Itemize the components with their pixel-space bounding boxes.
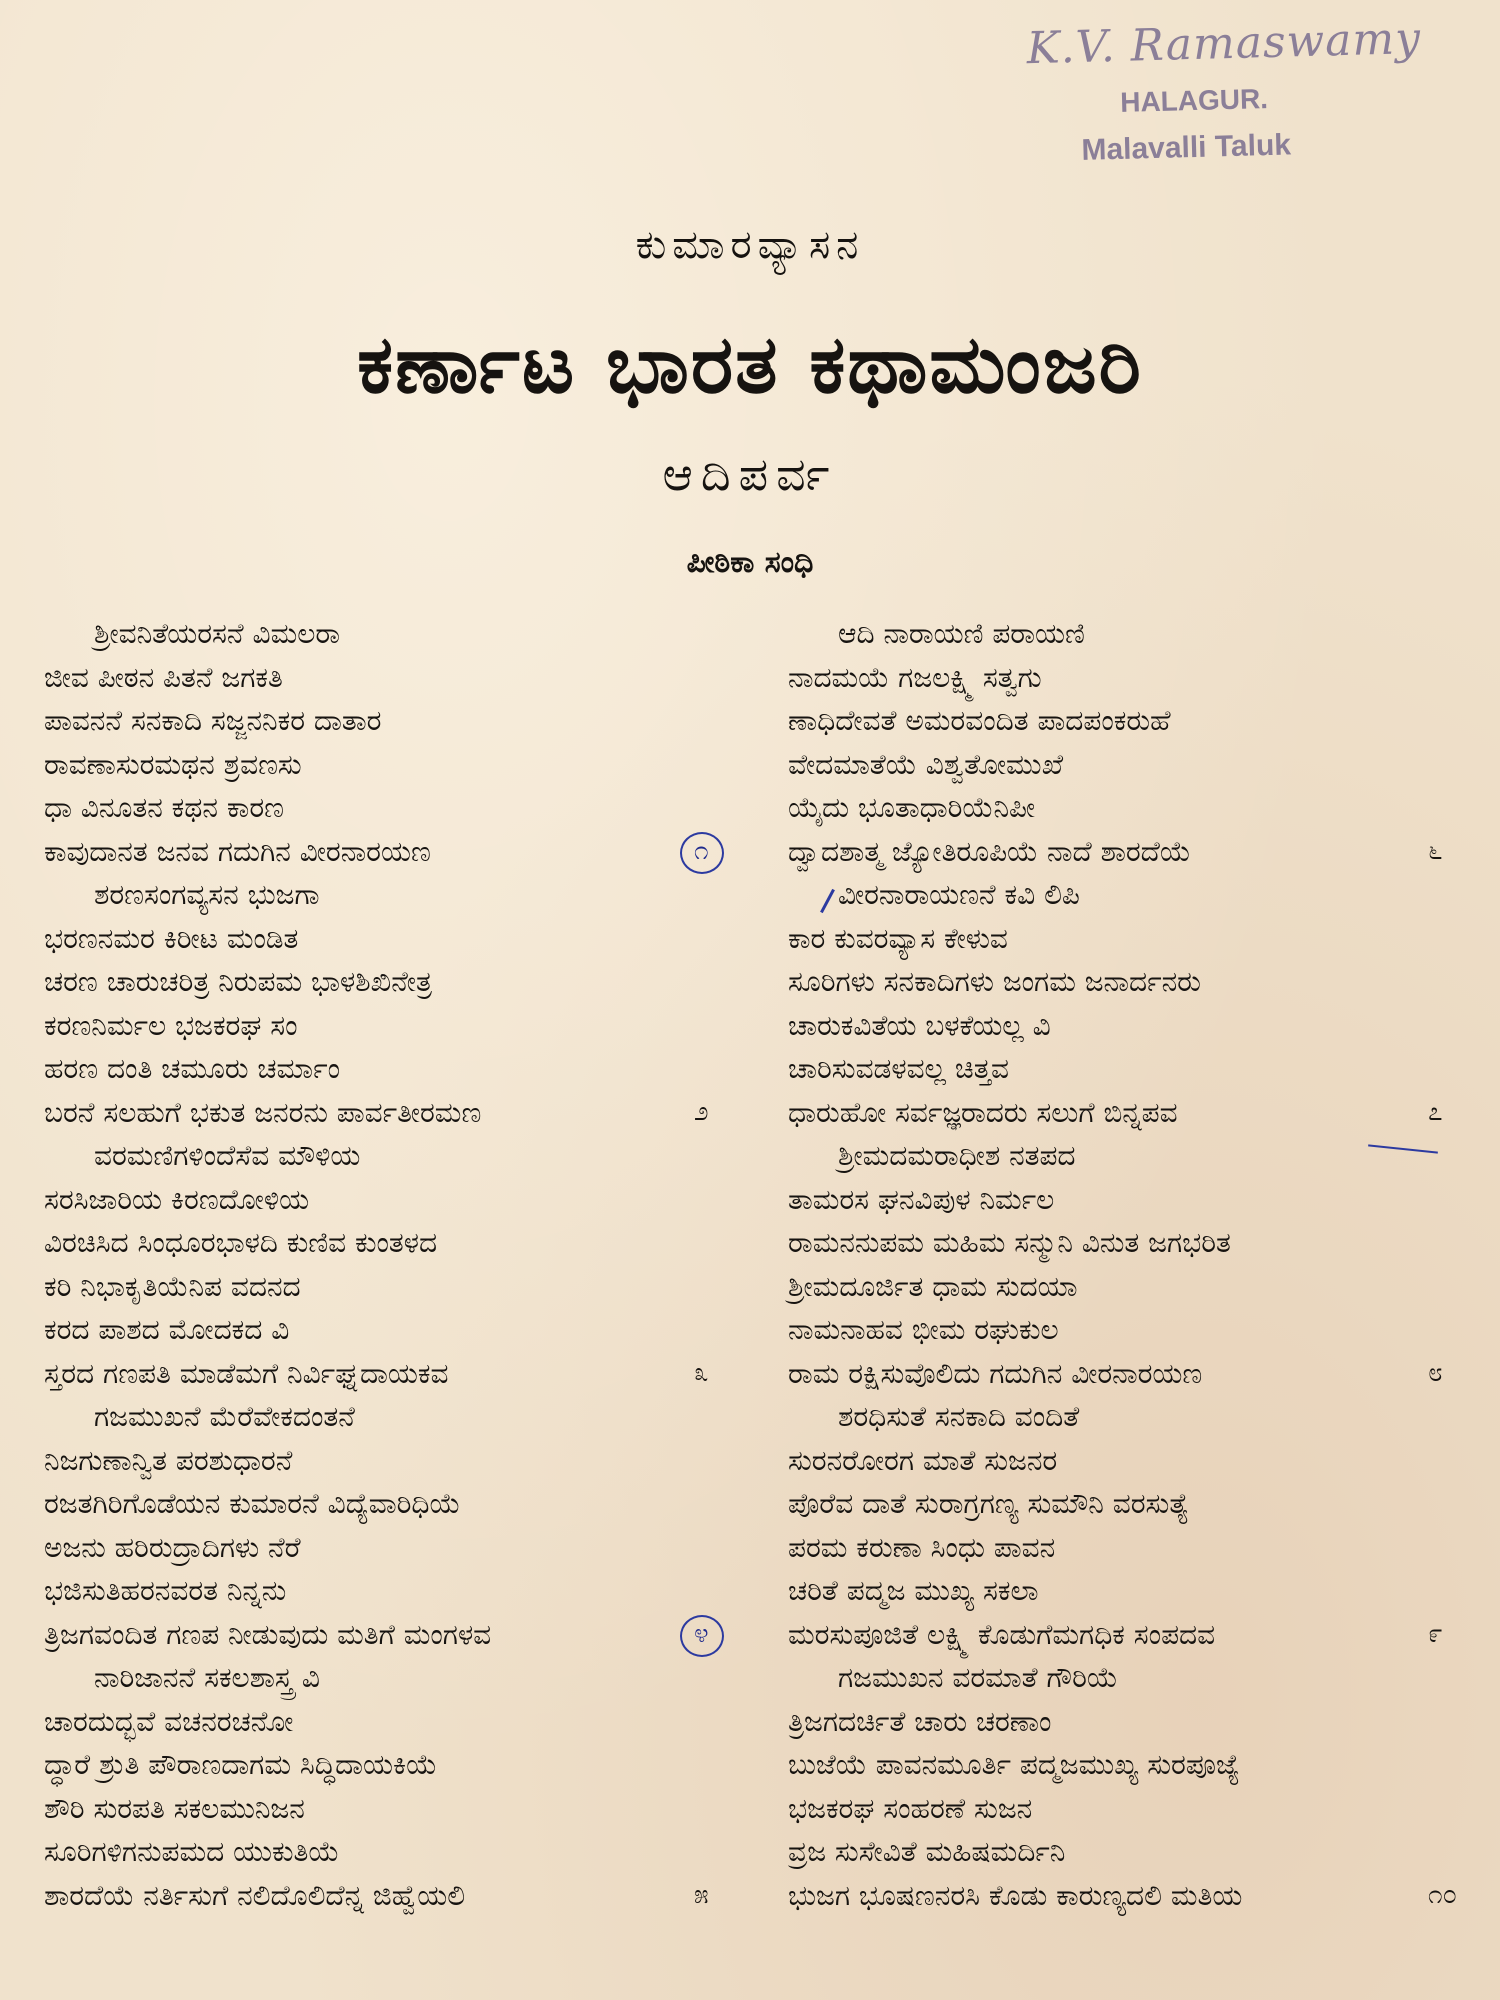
- verse-line-text: ಚಾರುಕವಿತೆಯ ಬಳಕೆಯಲ್ಲ ವಿ: [788, 1008, 1051, 1042]
- verse-number: ೮: [1428, 1357, 1443, 1388]
- verse-line-text: ಶಾರದೆಯೆ ನರ್ತಿಸುಗೆ ನಲಿದೊಲಿದೆನ್ನ ಜಿಹ್ವೆಯಲಿ: [44, 1878, 466, 1912]
- left-verse-column: [44, 612, 764, 1917]
- verse-line: [44, 612, 764, 656]
- verse-line-text: ಸರಸಿಜಾರಿಯ ಕಿರಣದೋಳಿಯ: [44, 1182, 310, 1216]
- verse-line: [44, 1004, 764, 1048]
- verse-line-text: ಕರಣನಿರ್ಮಲ ಭಜಕರಘ ಸಂ: [44, 1008, 298, 1042]
- verse-line-text: ರಾವಣಾಸುರಮಥನ ಶ್ರವಣಸು: [44, 747, 302, 781]
- verse-line-text: ಭುಜಗ ಭೂಷಣನರಸಿ ಕೊಡು ಕಾರುಣ್ಯದಲಿ ಮತಿಯ: [788, 1878, 1243, 1912]
- verse-line-text: ಜೀವ ಪೀಠನ ಪಿತನೆ ಜಗಕತಿ: [44, 660, 283, 694]
- verse-line-text: ಶರಣಸಂಗವ್ಯಸನ ಭುಜಗಾ: [94, 878, 320, 911]
- verse-line-text: ಧಾರುಹೋ ಸರ್ವಜ್ಞರಾದರು ಸಲುಗೆ ಬಿನ್ನಪವ: [788, 1095, 1178, 1129]
- author-line: ಕುಮಾರವ್ಯಾಸನ: [635, 222, 865, 268]
- verse-line-text: ತಾಮರಸ ಘನವಿಪುಳ ನಿರ್ಮಲ: [788, 1182, 1055, 1216]
- verse-line-text: ಶ್ರೀಮದಮರಾಧೀಶ ನತಪದ: [838, 1139, 1076, 1172]
- verse-line: [788, 1047, 1500, 1091]
- verse-line-text: ರಾಮ ರಕ್ಷಿಸುವೊಲಿದು ಗದುಗಿನ ವೀರನಾರಯಣ: [788, 1356, 1203, 1390]
- verse-line: [44, 743, 764, 787]
- verse-line: [788, 1395, 1500, 1439]
- verse-line: [44, 1569, 764, 1613]
- book-title: ಕರ್ಣಾಟ ಭಾರತ ಕಥಾಮಂಜರಿ: [357, 318, 1143, 411]
- verse-line: [788, 830, 1500, 874]
- verse-line: [788, 1526, 1500, 1570]
- verse-line: [788, 1743, 1500, 1787]
- verse-number: ೬: [1428, 835, 1443, 866]
- verse-line: [788, 1613, 1500, 1657]
- verse-line-text: ಬುಜೆಯೆ ಪಾವನಮೂರ್ತಿ ಪದ್ಮಜಮುಖ್ಯ ಸುರಪೂಜ್ಯೆ: [788, 1748, 1240, 1781]
- verse-line: [44, 917, 764, 961]
- verse-number: ೧೦: [1428, 1879, 1458, 1910]
- verse-line-text: ಪರಮ ಕರುಣಾ ಸಿಂಧು ಪಾವನ: [788, 1530, 1056, 1564]
- verse-number: ೯: [1428, 1618, 1443, 1649]
- sandhi-title: ಪೀಠಿಕಾ ಸಂಧಿ: [686, 545, 814, 580]
- parva-title: ಆದಿಪರ್ವ: [662, 447, 838, 501]
- verse-line: [44, 1482, 764, 1526]
- verse-line: [788, 1178, 1500, 1222]
- verse-line: [788, 1439, 1500, 1483]
- verse-line: [788, 1134, 1500, 1178]
- right-verse-column: [788, 612, 1500, 1917]
- stamp-place: HALAGUR.: [1119, 83, 1269, 118]
- verse-line: [44, 1613, 764, 1657]
- verse-line: [788, 917, 1500, 961]
- verse-line-text: ಶರಧಿಸುತೆ ಸನಕಾದಿ ವಂದಿತೆ: [838, 1400, 1080, 1433]
- verse-line-text: ನಿಜಗುಣಾನ್ವಿತ ಪರಶುಧಾರನೆ: [44, 1443, 293, 1477]
- verse-line: [788, 699, 1500, 743]
- verse-line-text: ಪೊರೆವ ದಾತೆ ಸುರಾಗ್ರಗಣ್ಯ ಸುಮೌನಿ ವರಸುತ್ಯೆ: [788, 1487, 1190, 1520]
- verse-line: [788, 1004, 1500, 1048]
- verse-line-text: ಸೂರಿಗಳು ಸನಕಾದಿಗಳು ಜಂಗಮ ಜನಾರ್ದನರು: [788, 965, 1201, 998]
- verse-line: [788, 960, 1500, 1004]
- verse-line-text: ಶ್ರೀಮದೂರ್ಜಿತ ಧಾಮ ಸುದಯಾ: [788, 1269, 1078, 1303]
- verse-line: [788, 786, 1500, 830]
- verse-line-text: ಚಾರದುದ್ಭವೆ ವಚನರಚನೋ: [44, 1704, 294, 1738]
- verse-line-text: ಚಾರಿಸುವಡಳವಲ್ಲ ಚಿತ್ತವ: [788, 1052, 1009, 1085]
- stamp-taluk: Malavalli Taluk: [1081, 128, 1292, 167]
- verse-number: ೭: [1428, 1096, 1443, 1127]
- verse-line-text: ಅಜನು ಹರಿರುದ್ರಾದಿಗಳು ನೆರೆ: [44, 1530, 301, 1564]
- verse-line-text: ಚರಿತೆ ಪದ್ಮಜ ಮುಖ್ಯ ಸಕಲಾ: [788, 1574, 1039, 1607]
- verse-line-text: ನಾಮನಾಹವ ಭೀಮ ರಘುಕುಲ: [788, 1313, 1059, 1346]
- verse-line: [44, 1395, 764, 1439]
- verse-line: [44, 1830, 764, 1874]
- verse-line-text: ಸ್ತರದ ಗಣಪತಿ ಮಾಡೆಮಗೆ ನಿರ್ವಿಘ್ನದಾಯಕವ: [44, 1356, 449, 1390]
- verse-line: [44, 1091, 764, 1135]
- verse-line: [44, 1221, 764, 1265]
- verse-line: [788, 656, 1500, 700]
- verse-line: [788, 1265, 1500, 1309]
- verse-line: [44, 1178, 764, 1222]
- verse-line: [788, 1569, 1500, 1613]
- verse-line: [788, 612, 1500, 656]
- verse-line: [44, 786, 764, 830]
- verse-line: [44, 1308, 764, 1352]
- verse-line-text: ರಾಮನನುಪಮ ಮಹಿಮ ಸನ್ಮುನಿ ವಿನುತ ಜಗಭರಿತ: [788, 1226, 1231, 1259]
- verse-line-text: ವಿರಚಿಸಿದ ಸಿಂಧೂರಭಾಳದಿ ಕುಣಿವ ಕುಂತಳದ: [44, 1226, 438, 1259]
- verse-line: [788, 1830, 1500, 1874]
- verse-line: [788, 1656, 1500, 1700]
- verse-number: ೫: [694, 1879, 709, 1910]
- verse-line: [44, 1352, 764, 1396]
- verse-line: [44, 1134, 764, 1178]
- verse-line: [788, 1308, 1500, 1352]
- verse-line-text: ಮರಸುಪೂಜಿತೆ ಲಕ್ಷ್ಮಿ ಕೊಡುಗೆಮಗಧಿಕ ಸಂಪದವ: [788, 1617, 1216, 1651]
- verse-line: [788, 1482, 1500, 1526]
- verse-line-text: ನಾರಿಜಾನನೆ ಸಕಲಶಾಸ್ತ್ರ ವಿ: [94, 1661, 320, 1694]
- verse-line-text: ಶ್ರೀವನಿತೆಯರಸನೆ ವಿಮಲರಾ: [94, 617, 341, 650]
- verse-line: [788, 1221, 1500, 1265]
- verse-line: [788, 873, 1500, 917]
- verse-line-text: ವ್ರಜ ಸುಸೇವಿತೆ ಮಹಿಷಮರ್ದಿನಿ: [788, 1835, 1066, 1868]
- verse-line: [44, 1787, 764, 1831]
- verse-line-text: ಸೂರಿಗಳಿಗನುಪಮದ ಯುಕುತಿಯೆ: [44, 1835, 340, 1868]
- verse-line-text: ಹರಣ ದಂತಿ ಚಮೂರು ಚರ್ಮಾಂ: [44, 1052, 340, 1085]
- stamp-signature: K.V. Ramaswamy: [1026, 12, 1422, 75]
- verse-line: [44, 1743, 764, 1787]
- verse-line: [44, 699, 764, 743]
- verse-line-text: ತ್ರಿಜಗದರ್ಚಿತೆ ಚಾರು ಚರಣಾಂ: [788, 1704, 1052, 1738]
- verse-line: [44, 1265, 764, 1309]
- verse-line: [44, 1700, 764, 1744]
- verse-line-text: ದ್ವಾದಶಾತ್ಮ ಜ್ಯೋತಿರೂಪಿಯೆ ನಾದೆ ಶಾರದೆಯೆ: [788, 834, 1191, 868]
- verse-line-text: ಶೌರಿ ಸುರಪತಿ ಸಕಲಮುನಿಜನ: [44, 1791, 305, 1825]
- verse-line-text: ವೀರನಾರಾಯಣನೆ ಕವಿ ಲಿಪಿ: [838, 878, 1080, 911]
- owner-stamp: [1018, 7, 1442, 178]
- verse-number: ೪: [694, 1618, 709, 1649]
- verse-line-text: ಸುರನರೋರಗ ಮಾತೆ ಸುಜನರ: [788, 1443, 1058, 1477]
- verse-number: ೩: [694, 1357, 709, 1388]
- verse-line-text: ಕಾವುದಾನತ ಜನವ ಗದುಗಿನ ವೀರನಾರಯಣ: [44, 834, 431, 868]
- verse-line-text: ಧಾ ವಿನೂತನ ಕಥನ ಕಾರಣ: [44, 791, 284, 824]
- verse-line-text: ಭಜಿಸುತಿಹರನವರತ ನಿನ್ನನು: [44, 1574, 287, 1607]
- verse-line-text: ಕರಿ ನಿಭಾಕೃತಿಯೆನಿಪ ವದನದ: [44, 1269, 301, 1303]
- verse-line-text: ಭರಣನಮರ ಕಿರೀಟ ಮಂಡಿತ: [44, 921, 299, 955]
- verse-line-text: ಗಜಮುಖನೆ ಮೆರೆವೇಕದಂತನೆ: [94, 1400, 355, 1433]
- verse-line-text: ರಜತಗಿರಿಗೊಡೆಯನ ಕುಮಾರನೆ ವಿದ್ಯೆವಾರಿಧಿಯೆ: [44, 1487, 461, 1520]
- verse-line-text: ವೇದಮಾತೆಯೆ ವಿಶ್ವತೋಮುಖೆ: [788, 747, 1064, 781]
- verse-line-text: ಗಜಮುಖನ ವರಮಾತೆ ಗೌರಿಯೆ: [838, 1661, 1118, 1694]
- verse-line: [44, 1656, 764, 1700]
- verse-line-text: ಭಜಕರಘ ಸಂಹರಣೆ ಸುಜನ: [788, 1791, 1033, 1825]
- verse-line-text: ನಾದಮಯೆ ಗಜಲಕ್ಷ್ಮಿ ಸತ್ವಗು: [788, 660, 1042, 694]
- verse-line: [44, 1047, 764, 1091]
- verse-line: [788, 743, 1500, 787]
- verse-line-text: ದ್ಧಾರೆ ಶ್ರುತಿ ಪೌರಾಣದಾಗಮ ಸಿದ್ಧಿದಾಯಕಿಯೆ: [44, 1748, 438, 1781]
- verse-line-text: ಯೈದು ಭೂತಾಧಾರಿಯೆನಿಪೀ: [788, 791, 1036, 824]
- verse-line-text: ಕರದ ಪಾಶದ ಮೋದಕದ ವಿ: [44, 1313, 290, 1346]
- verse-line: [44, 1874, 764, 1918]
- verse-line: [44, 1439, 764, 1483]
- verse-line-text: ಕಾರ ಕುವರವ್ಯಾಸ ಕೇಳುವ: [788, 921, 1008, 955]
- verse-line-text: ಆದಿ ನಾರಾಯಣಿ ಪರಾಯಣಿ: [838, 617, 1085, 650]
- verse-line: [44, 1526, 764, 1570]
- verse-line: [788, 1700, 1500, 1744]
- verse-line: [44, 960, 764, 1004]
- verse-line: [788, 1874, 1500, 1918]
- verse-line-text: ಬರನೆ ಸಲಹುಗೆ ಭಕುತ ಜನರನು ಪಾರ್ವತೀರಮಣ: [44, 1095, 482, 1129]
- verse-line: [788, 1352, 1500, 1396]
- verse-line-text: ವರಮಣಿಗಳಿಂದೆಸೆವ ಮೌಳಿಯ: [94, 1139, 361, 1172]
- verse-number: ೨: [694, 1096, 709, 1127]
- verse-line-text: ಚರಣ ಚಾರುಚರಿತ್ರ ನಿರುಪಮ ಭಾಳಶಿಖಿನೇತ್ರ: [44, 965, 432, 998]
- verse-line: [788, 1091, 1500, 1135]
- verse-line-text: ಪಾವನನೆ ಸನಕಾದಿ ಸಜ್ಜನನಿಕರ ದಾತಾರ: [44, 704, 382, 737]
- verse-line: [788, 1787, 1500, 1831]
- verse-line: [44, 656, 764, 700]
- verse-number: ೧: [694, 835, 709, 866]
- verse-line: [44, 830, 764, 874]
- verse-line: [44, 873, 764, 917]
- verse-line-text: ತ್ರಿಜಗವಂದಿತ ಗಣಪ ನೀಡುವುದು ಮತಿಗೆ ಮಂಗಳವ: [44, 1617, 492, 1651]
- verse-line-text: ಣಾಧಿದೇವತೆ ಅಮರವಂದಿತ ಪಾದಪಂಕರುಹೆ: [788, 704, 1171, 737]
